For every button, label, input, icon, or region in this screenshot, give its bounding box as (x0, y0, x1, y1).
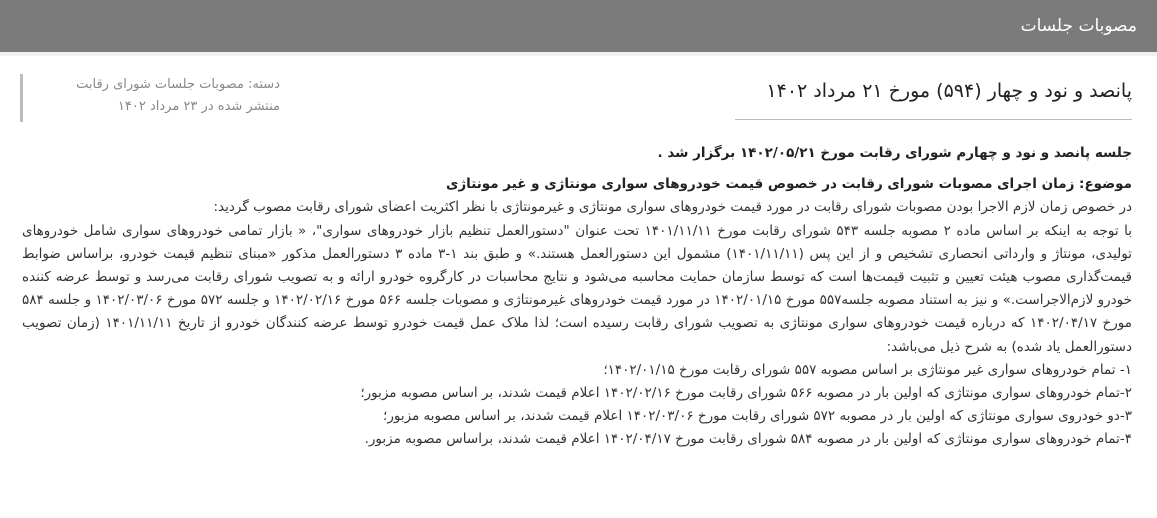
post-title[interactable]: پانصد و نود و چهار (۵۹۴) مورخ ۲۱ مرداد ۱۴۰۲ (766, 80, 1132, 102)
post-meta (20, 74, 280, 122)
spacer (22, 165, 1132, 173)
list-item: ۲-تمام خودروهای سواری مونتاژی که اولین بار در مصوبه ۵۶۶ شورای رقابت مورخ ۱۴۰۲/۰۲/۱۶ اعلام قیمت شدند، بر اساس مصوبه مزبور؛ (360, 385, 1132, 402)
list-item: ۳-دو خودروی سواری مونتاژی که اولین بار در مصوبه ۵۷۲ شورای رقابت مورخ ۱۴۰۲/۰۳/۰۶ اعلام قیمت شدند، بر اساس مصوبه مزبور؛ (383, 408, 1132, 425)
section-header-bar (0, 0, 1157, 56)
post-paragraph: با توجه به اینکه بر اساس ماده ۲ مصوبه جلسه ۵۴۳ شورای رقابت مورخ ۱۴۰۱/۱۱/۱۱ تحت عنوان "دستورالعمل تنظیم بازار خودروهای سواری"، « بازار تمامی خودروهای سواری شامل خودروهای تولیدی، مونتاژ و وارداتی انحصاری تشخیص و از این پس (۱۴۰۱/۱۱/۱۱) مشمول این دستورالعمل هستند.» و طبق بند ۱-۳ ماده ۳ دستورالعمل مذکور «مبنای تنظیم قیمت خودرو، براساس ضوابط قیمت‌گذاری مصوب هیئت تعیین و تثبیت قیمت‌ها است که توسط سازمان حمایت محاسبه می‌شود و نتایج محاسبات در کارگروه خودرو ارائه و به تصویب شورای رقابت می‌رسد و توسط عرضه کننده خودرو لازم‌الاجراست.» و نیز به استناد مصوبه جلسه۵۵۷ مورخ ۱۴۰۲/۰۱/۱۵ در مورد قیمت خودروهای غیرمونتاژی و مصوبات جلسه ۵۶۶ مورخ ۱۴۰۲/۰۲/۱۶ و جلسه ۵۷۲ مورخ ۱۴۰۲/۰۳/۰۶ و جلسه ۵۸۴ مورخ ۱۴۰۲/۰۴/۱۷ که درباره قیمت خودروهای سواری مونتاژی به تصویب شورای رقابت رسیده است؛ لذا ملاک عمل قیمت خودرو توسط عرضه کنندگان خودرو از تاریخ ۱۴۰۱/۱۱/۱۱ (زمان تصویب دستورالعمل یاد شده) به شرح ذیل می‌باشد: (22, 222, 1133, 355)
title-divider (735, 119, 1132, 120)
section-title: مصوبات جلسات (1020, 16, 1137, 36)
post-content (22, 142, 1132, 452)
post-published-date: منتشر شده در ۲۳ مرداد ۱۴۰۲ (117, 99, 280, 114)
post-intro: در خصوص زمان لازم الاجرا بودن مصوبات شورای رقابت در مورد قیمت خودروهای سواری مونتاژی و غیرمونتاژی با نظر اکثریت اعضای شورای رقابت مصوب گردید: (213, 199, 1132, 216)
list-item: ۴-تمام خودروهای سواری مونتاژی که اولین بار در مصوبه ۵۸۴ شورای رقابت مورخ ۱۴۰۲/۰۴/۱۷ اعلام قیمت شدند، براساس مصوبه مزبور. (364, 431, 1132, 448)
post-category[interactable]: دسته: مصوبات جلسات شورای رقابت (76, 77, 280, 92)
post-subject: موضوع: زمان اجرای مصوبات شورای رقابت در خصوص قیمت خودروهای سواری مونتاژی و غیر مونتاژی (445, 176, 1132, 193)
list-item: ۱- تمام خودروهای سواری غیر مونتاژی بر اساس مصوبه ۵۵۷ شورای رقابت مورخ ۱۴۰۲/۰۱/۱۵؛ (603, 361, 1132, 378)
post-headline: جلسه پانصد و نود و چهارم شورای رقابت مورخ ۱۴۰۲/۰۵/۲۱ برگزار شد . (657, 145, 1132, 161)
